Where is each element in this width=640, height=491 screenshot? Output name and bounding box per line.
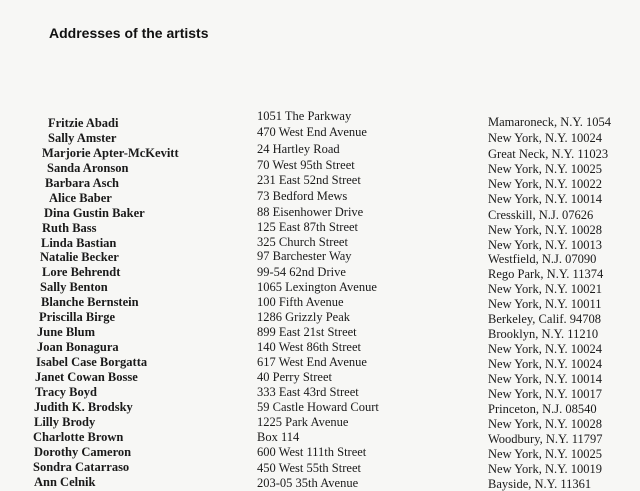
artist-name: Priscilla Birge: [39, 310, 115, 325]
street-address: 100 Fifth Avenue: [257, 295, 344, 310]
artist-name: Linda Bastian: [41, 236, 116, 251]
city-state-zip: Great Neck, N.Y. 11023: [488, 147, 608, 162]
artist-name: Dina Gustin Baker: [44, 206, 145, 221]
street-address: 24 Hartley Road: [257, 142, 340, 157]
city-state-zip: New York, N.Y. 10021: [488, 282, 602, 297]
artist-row: [0, 385, 640, 400]
city-state-zip: Brooklyn, N.Y. 11210: [488, 327, 598, 342]
artist-name: Dorothy Cameron: [34, 445, 131, 460]
artist-name: Marjorie Apter-McKevitt: [42, 146, 179, 161]
street-address: 40 Perry Street: [257, 370, 332, 385]
street-address: 231 East 52nd Street: [257, 173, 361, 188]
artist-name: Sondra Catarraso: [33, 460, 129, 475]
artist-row: [0, 355, 640, 370]
artist-row: [0, 265, 640, 280]
artist-address-list: [0, 116, 640, 489]
artist-row: [0, 236, 640, 251]
artist-name: Tracy Boyd: [35, 385, 97, 400]
artist-name: Isabel Case Borgatta: [36, 355, 147, 370]
street-address: 73 Bedford Mews: [257, 189, 347, 204]
street-address: 140 West 86th Street: [257, 340, 361, 355]
street-address: 333 East 43rd Street: [257, 385, 359, 400]
artist-row: [0, 295, 640, 310]
city-state-zip: Berkeley, Calif. 94708: [488, 312, 601, 327]
artist-name: Charlotte Brown: [33, 430, 123, 445]
artist-row: [0, 340, 640, 355]
artist-row: [0, 445, 640, 460]
city-state-zip: New York, N.Y. 10024: [488, 131, 602, 146]
city-state-zip: New York, N.Y. 10011: [488, 297, 602, 312]
street-address: 1225 Park Avenue: [257, 415, 348, 430]
city-state-zip: Bayside, N.Y. 11361: [488, 477, 591, 491]
city-state-zip: New York, N.Y. 10022: [488, 177, 602, 192]
city-state-zip: New York, N.Y. 10025: [488, 162, 602, 177]
artist-name: Ruth Bass: [42, 221, 97, 236]
artist-name: Blanche Bernstein: [41, 295, 139, 310]
city-state-zip: New York, N.Y. 10025: [488, 447, 602, 462]
street-address: 899 East 21st Street: [257, 325, 357, 340]
city-state-zip: New York, N.Y. 10019: [488, 462, 602, 477]
artist-name: Natalie Becker: [40, 250, 119, 265]
artist-name: Lilly Brody: [34, 415, 95, 430]
page-heading: Addresses of the artists: [49, 25, 209, 41]
artist-row: [0, 460, 640, 475]
city-state-zip: New York, N.Y. 10014: [488, 192, 602, 207]
artist-name: Fritzie Abadi: [48, 116, 118, 131]
street-address: 325 Church Street: [257, 235, 348, 250]
city-state-zip: New York, N.Y. 10013: [488, 238, 602, 253]
city-state-zip: New York, N.Y. 10024: [488, 342, 602, 357]
city-state-zip: New York, N.Y. 10017: [488, 387, 602, 402]
street-address: 617 West End Avenue: [257, 355, 367, 370]
street-address: 59 Castle Howard Court: [257, 400, 379, 415]
artist-row: [0, 370, 640, 385]
artist-row: [0, 325, 640, 340]
artist-row: [0, 415, 640, 430]
artist-row: [0, 250, 640, 265]
city-state-zip: New York, N.Y. 10028: [488, 417, 602, 432]
artist-name: Sally Benton: [40, 280, 108, 295]
artist-row: [0, 475, 640, 490]
artist-name: Alice Baber: [49, 191, 112, 206]
artist-name: Ann Celnik: [34, 475, 95, 490]
street-address: 97 Barchester Way: [257, 249, 352, 264]
city-state-zip: Cresskill, N.J. 07626: [488, 208, 593, 223]
street-address: 125 East 87th Street: [257, 220, 358, 235]
artist-row: [0, 221, 640, 236]
city-state-zip: Woodbury, N.Y. 11797: [488, 432, 603, 447]
street-address: 70 West 95th Street: [257, 158, 355, 173]
city-state-zip: New York, N.Y. 10028: [488, 223, 602, 238]
city-state-zip: Rego Park, N.Y. 11374: [488, 267, 603, 282]
artist-name: Barbara Asch: [45, 176, 119, 191]
street-address: 600 West 111th Street: [257, 445, 366, 460]
city-state-zip: New York, N.Y. 10014: [488, 372, 602, 387]
artist-row: [0, 400, 640, 415]
artist-name: Joan Bonagura: [37, 340, 119, 355]
artist-name: June Blum: [37, 325, 95, 340]
street-address: 99-54 62nd Drive: [257, 265, 346, 280]
artist-row: [0, 430, 640, 445]
street-address: 1051 The Parkway: [257, 109, 351, 124]
city-state-zip: New York, N.Y. 10024: [488, 357, 602, 372]
street-address: 1286 Grizzly Peak: [257, 310, 350, 325]
artist-name: Janet Cowan Bosse: [35, 370, 138, 385]
city-state-zip: Mamaroneck, N.Y. 1054: [488, 115, 611, 130]
street-address: 470 West End Avenue: [257, 125, 367, 140]
artist-name: Judith K. Brodsky: [34, 400, 133, 415]
street-address: Box 114: [257, 430, 299, 445]
street-address: 1065 Lexington Avenue: [257, 280, 377, 295]
artist-row: [0, 206, 640, 221]
artist-name: Sanda Aronson: [47, 161, 128, 176]
artist-name: Lore Behrendt: [42, 265, 120, 280]
artist-row: [0, 280, 640, 295]
city-state-zip: Princeton, N.J. 08540: [488, 402, 597, 417]
artist-row: [0, 191, 640, 206]
street-address: 203-05 35th Avenue: [257, 476, 358, 491]
artist-name: Sally Amster: [48, 131, 116, 146]
street-address: 88 Eisenhower Drive: [257, 205, 363, 220]
city-state-zip: Westfield, N.J. 07090: [488, 252, 596, 267]
artist-row: [0, 310, 640, 325]
street-address: 450 West 55th Street: [257, 461, 361, 476]
